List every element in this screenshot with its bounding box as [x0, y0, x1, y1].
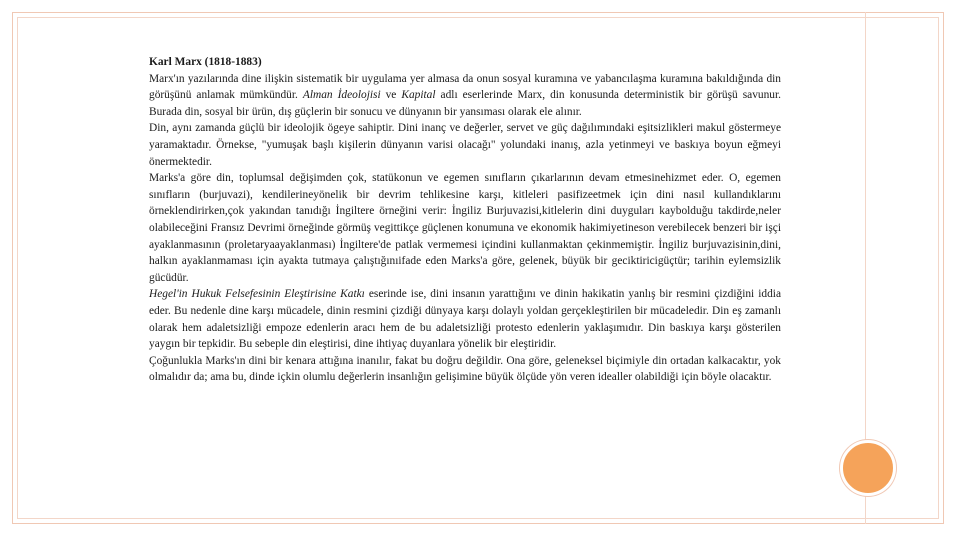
paragraph-1	[149, 71, 781, 121]
book-title-hegel-critique: Hegel'in Hukuk Felsefesinin Eleştirisine Katkı	[149, 288, 365, 301]
paragraph-5: Çoğunlukla Marks'ın dini bir kenara attığına inanılır, fakat bu doğru değildir. Ona göre, geleneksel biçimiyle din ortadan kalkacaktır, yok olmalıdır da; ama bu, dinde içkin olumlu değerlerin insanlığın gelişimine büyük ölçüde yön veren idealler olabildiği için böyle olacaktır.	[149, 354, 781, 384]
paragraph-2: Din, aynı zamanda güçlü bir ideolojik ögeye sahiptir. Dini inanç ve değerler, servet ve güç dağılımındaki eşitsizlikleri makul göstermeye yaramaktadır. Örnekse, "yumuşak başlı kişilerin dünyanın varisi olacağı" yolundaki inanış, azla yetinmeyi ve baskıya boyun eğmeyi önermektedir.	[149, 122, 781, 168]
decorative-orange-circle	[840, 440, 896, 496]
book-title-alman-ideolojisi: Alman İdeolojisi	[302, 89, 381, 102]
paragraph-1-text-a: Marx'ın yazılarında dine ilişkin sistematik bir uygulama yer almasa da onun sosyal kuramına ve yabancılaşma kuramına bakıldığında din görüşünü anlamak mümkündür.	[149, 72, 781, 102]
paragraph-1-text-b: ve	[380, 89, 402, 102]
book-title-kapital: Kapital	[401, 89, 436, 102]
paragraph-4-text: eserinde ise, dini insanın yarattığını ve dinin hakikatin yanlış bir resmini çizdiğini iddia eder. Bu nedenle dine karşı mücadele, dinin resmini çizdiği dünyaya karşı dolaylı yoldan gerçekleştirilen bir mücadeledir. Din eş zamanlı olarak hem adaletsizliği empoze edenlerin aracı hem de bu adaletsizliği protesto edenlerin yaklaşımıdır. Din baskıya karşı gösterilen yaygın bir tepkidir. Bu sebeple din eleştirisi, dine ihtiyaç duyanlara yönelik bir eleştiridir.	[149, 288, 781, 351]
paragraph-1-text-c: adlı eserlerinde Marx, din konusunda deterministik bir görüşü savunur. Burada din, sosyal bir ürün, dış güçlerin bir sonucu ve dünyanın bir yansıması olarak ele alınır.	[149, 89, 781, 118]
paragraph-3: Marks'a göre din, toplumsal değişimden çok, statükonun ve egemen sınıfların çıkarlarının devam etmesinehizmet eder. O, egemen sınıfların (burjuvazi), kendilerineyönelik bir devrim tehlikesine karşı, kitleleri pasifizeetmek için dini nasıl kullandıklarını örneklendirirken,çok yakından tanıdığı İngiltere örneğini verir: İngiliz Burjuvazisi,kitlelerin dini duyguları kaybolduğu takdirde,neler olabileceğini Fransız Devrimi örneğinde görmüş vegittikçe güçlenen konumuna ve ekonomik hakimiyetineson verebilecek benzeri bir işçi ayaklanmasının (proletaryaayaklanması) İngiltere'de patlak vermemesi içindini kullanmaktan çekinmemiştir. İngiliz burjuvazisinin,dini, halkın ayaklanmaması için ayakta tutmaya çalıştığınıifade eden Marks'a göre, gelenek, büyük bir geciktiricigüçtür; tarihin eylemsizlik gücüdür.	[149, 172, 781, 284]
paragraph-4	[149, 286, 781, 352]
slide-title: Karl Marx (1818-1883)	[149, 56, 262, 68]
slide-text-body	[149, 54, 781, 386]
